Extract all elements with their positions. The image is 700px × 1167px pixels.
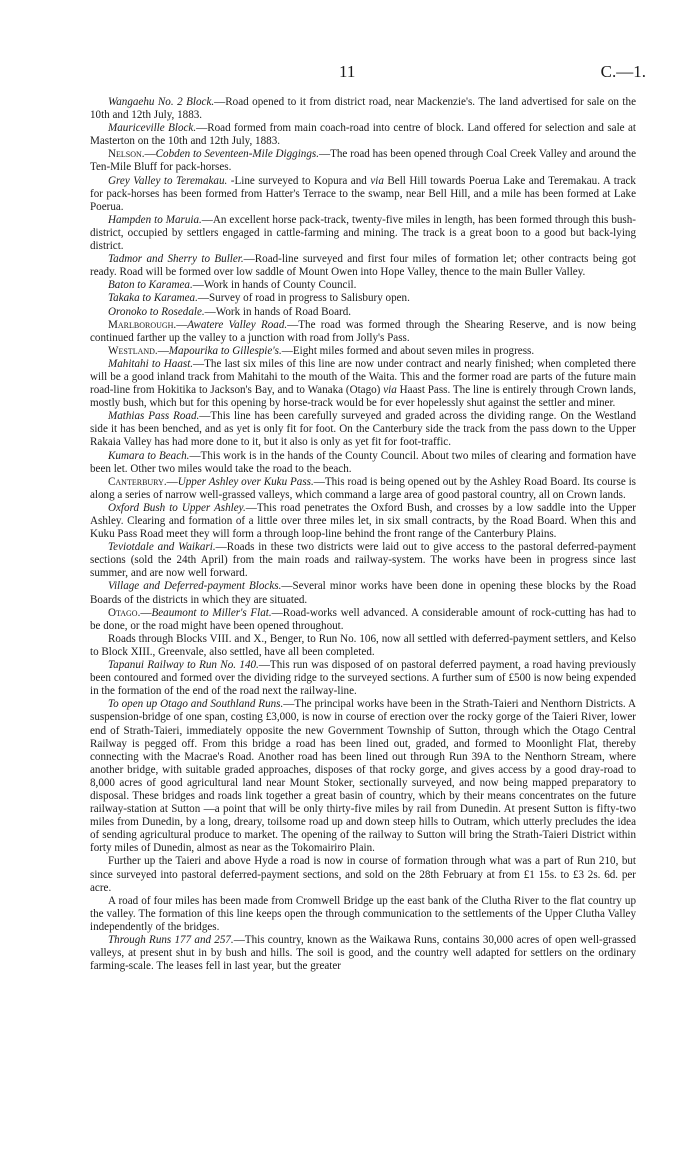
italic-heading: Village and Deferred-payment Blocks. — [108, 580, 282, 593]
italic-heading: Wangaehu No. 2 Block. — [108, 96, 215, 108]
paragraph — [90, 659, 636, 698]
paragraph-text: —This run was disposed of on pastoral deferred payment, a road having previously been contoured and formed over the dividing ridge to the surveyed sections. A further sum of £500 is now being expended in the formation of the end of the road next the railway-line. — [90, 659, 637, 698]
italic-heading: Mahitahi to Haast. — [108, 357, 194, 370]
paragraph — [90, 148, 636, 174]
page-number: 11 — [339, 62, 356, 81]
italic-heading: via — [383, 384, 397, 397]
italic-heading: Teviotdale and Waikari. — [108, 541, 216, 554]
paragraph-text: —The road has been opened through Coal Creek Valley and around the Ten-Mile Bluff for pack-horses. — [90, 148, 637, 174]
italic-heading: via — [370, 174, 384, 187]
paragraph-text: —Roads in these two districts were laid out to give access to the pastoral deferred-payment sections (sold the 24th April) from the main roads and railway-system. The works have been in progress since last summer, and are now well forward. — [90, 541, 636, 580]
italic-heading: Baton to Karamea. — [108, 279, 193, 292]
paragraph-text: —Several minor works have been done in opening these blocks by the Road Boards of the districts in which they are situated. — [90, 580, 636, 606]
paragraph — [90, 122, 636, 148]
page-header — [0, 62, 700, 82]
paragraph — [90, 292, 636, 305]
paragraph-text: —This road penetrates the Oxford Bush, and crosses by a low saddle into the Upper Ashley. Clearing and formation of a little over three miles let, in six small contracts, by the Road Board. When this and Kuku Pass Road meet they will form a through loop-line behind the front range of the Canterbury Plains. — [90, 501, 636, 541]
paragraph-text: —The road was formed through the Shearing Reserve, and is now being continued farther up the valley to a junction with road from Jolly's Pass. — [90, 318, 636, 344]
italic-heading: To open up Otago and Southland Runs. — [108, 698, 284, 711]
paragraph-text: —Road formed from main coach-road into centre of block. Land offered for selection and sale at Masterton on the 10th and 12th July, 1883. — [90, 122, 636, 148]
italic-heading: Oronoko to Rosedale. — [108, 305, 205, 318]
paragraph — [90, 319, 636, 345]
paragraph — [90, 607, 636, 633]
paragraph-text: Bell Hill towards Poerua Lake and Teremakau. A track for pack-horses has been formed from Hatter's Terrace to the swamp, near Bell Hill, and a mile has been formed at Lake Poerua. — [90, 174, 636, 213]
paragraph — [90, 934, 636, 973]
paragraph-text: —Survey of road in progress to Salisbury open. — [197, 292, 410, 305]
italic-heading: Through Runs 177 and 257. — [108, 934, 234, 946]
paragraph-text: — — [144, 148, 156, 161]
paragraph-text: Haast Pass. The line is entirely through Crown lands, mostly bush, which but for this opening by horse-track would be for ever hopelessly shut against the settler and miner. — [90, 384, 636, 410]
italic-heading: Awatere Valley Road. — [187, 318, 288, 331]
paragraph-text: Roads through Blocks VIII. and X., Benger, to Run No. 106, now all settled with deferred-payment settlers, and Kelso to Block XIII., Greenvale, also settled, have all been completed. — [90, 632, 636, 658]
paragraph — [90, 345, 636, 358]
body-text — [90, 96, 636, 973]
paragraph-text: —Road-line surveyed and first four miles of formation let; other contracts being got ready. Road will be formed over low saddle of Mount Owen into Hope Valley, thence to the main Buller Valley. — [90, 253, 636, 279]
paragraph — [90, 541, 636, 580]
paragraph-text: —Road opened to it from district road, near Mackenzie's. The land advertised for sale on the 10th and 12th July, 1883. — [90, 96, 636, 122]
paragraph — [90, 96, 636, 122]
paragraph-text: —The last six miles of this line are now under contract and nearly finished; when completed there will be a good inland track from Mahitahi to the mouth of the Waita. This and the former road are parts of the future main road-line from Hokitika to Jackson's Bay, and to Wanaka (Otago) — [90, 357, 636, 397]
paragraph-text: —Eight miles formed and about seven miles in progress. — [281, 344, 535, 357]
paragraph-text: -Line surveyed to Kopura and — [227, 174, 371, 187]
paragraph — [90, 214, 636, 253]
paragraph — [90, 580, 636, 606]
italic-heading: Tapanui Railway to Run No. 140. — [108, 659, 259, 672]
italic-heading: Beaumont to Miller's Flat. — [151, 606, 272, 619]
district-heading: Westland. — [108, 344, 158, 357]
italic-heading: Mathias Pass Road. — [108, 410, 200, 423]
paragraph-text: —Work in hands of Road Board. — [204, 305, 352, 318]
paragraph — [90, 698, 636, 855]
district-heading: Marlborough. — [108, 318, 177, 331]
italic-heading: Kumara to Beach. — [108, 449, 190, 462]
paragraph — [90, 279, 636, 292]
paragraph-text: —Road-works well advanced. A considerable amount of rock-cutting has had to be done, or the road might have been opened throughout. — [90, 606, 636, 632]
paragraph-text: —An excellent horse pack-track, twenty-five miles in length, has been formed through this bush-district, occupied by settlers engaged in cattle-farming and mining. The track is a great boon to a good but back-lying district. — [90, 213, 636, 253]
paragraph-text: — — [166, 475, 178, 488]
italic-heading: Oxford Bush to Upper Ashley. — [108, 501, 246, 514]
italic-heading: Mapourika to Gillespie's. — [168, 344, 282, 357]
paragraph — [90, 358, 636, 410]
district-heading: Nelson. — [108, 148, 145, 161]
paragraph-text: —The principal works have been in the Strath-Taieri and Nenthorn Districts. A suspension-bridge of one span, costing £3,000, is now in course of erection over the rocky gorge of the Taieri River, lower end of Strath-Taieri, immediately opposite the new Government Township of Sutton, through which the Otago Central Railway is pegged off. From this bridge a road has been lined out, graded, and formed to Moonlight Flat, thereby connecting with the Macrae's Road. Another road has been lined out through Run 39A to the Nenthorn Stream, where another bridge, with suitable graded approaches, disposes of that rocky gorge, and gives access by a good dray-road to 8,000 acres of good agricultural land near Mount Stoker, sectionally surveyed, and now being mapped preparatory to disposal. These bridges and roads link together a great basin of country, which by their means concentrates on the future railway-station at Sutton —a point that will be only thirty-five miles by rail from Dunedin. At present Sutton is fifty-two miles from Dunedin, by a long, dreary, toilsome road up and down steep hills to Outram, which utterly precludes the idea of sending agricultural produce to market. The opening of the railway to Sutton will bring the Strath-Taieri District within forty miles of Dunedin, almost as near as the Tokomairiro Plain. — [90, 698, 637, 855]
paragraph — [90, 633, 636, 659]
paragraph — [90, 175, 636, 214]
paragraph-text: —This work is in the hands of the County Council. About two miles of clearing and formation have been let. Other two miles would take the road to the beach. — [90, 449, 636, 475]
paragraph-text: —This country, known as the Waikawa Runs, contains 30,000 acres of open well-grassed valleys, at present shut in by bush and hills. The soil is good, and the country well adapted for settlers on the ordinary farming-scale. The leases fell in last year, but the greater — [90, 934, 636, 973]
paragraph-text: Further up the Taieri and above Hyde a road is now in course of formation through what was a part of Run 210, but since surveyed into pastoral deferred-payment sections, and sold on the 28th February at from £1 15s. to £3 2s. 6d. per acre. — [90, 855, 636, 894]
paragraph — [90, 502, 636, 541]
paragraph-text: — — [176, 318, 188, 331]
document-reference: C.—1. — [600, 62, 646, 81]
paragraph-text: A road of four miles has been made from Cromwell Bridge up the east bank of the Clutha River to the flat country up the valley. The formation of this line keeps open the through communication to the settlements of the Upper Clutha Valley independently of the bridges. — [90, 894, 636, 933]
paragraph-text: — — [157, 344, 169, 357]
paragraph-text: — — [140, 606, 152, 619]
italic-heading: Upper Ashley over Kuku Pass. — [177, 475, 314, 488]
paragraph-text: —This road is being opened out by the Ashley Road Board. Its course is along a series of narrow well-grassed valleys, which command a large area of good pastoral country, all on Crown lands. — [90, 475, 637, 501]
paragraph-text: —This line has been carefully surveyed and graded across the dividing range. On the Westland side it has been benched, and as yet is only fit for foot. On the Canterbury side the track from the pass down to the Upper Rakaia Valley has had more done to it, but it also is only as yet fit for foot-traffic. — [90, 410, 637, 449]
paragraph — [90, 253, 636, 279]
italic-heading: Grey Valley to Teremakau. — [108, 174, 228, 187]
italic-heading: Hampden to Maruia. — [108, 213, 202, 226]
paragraph-text: —Work in hands of County Council. — [192, 279, 357, 292]
paragraph — [90, 895, 636, 934]
paragraph — [90, 410, 636, 449]
paragraph — [90, 306, 636, 319]
italic-heading: Mauriceville Block. — [108, 122, 197, 135]
italic-heading: Cobden to Seventeen-Mile Diggings. — [155, 148, 319, 161]
district-heading: Canterbury. — [108, 475, 167, 488]
paragraph — [90, 476, 636, 502]
paragraph — [90, 450, 636, 476]
district-heading: Otago. — [108, 606, 141, 619]
italic-heading: Tadmor and Sherry to Buller. — [108, 253, 244, 266]
paragraph — [90, 855, 636, 894]
italic-heading: Takaka to Karamea. — [108, 292, 198, 305]
